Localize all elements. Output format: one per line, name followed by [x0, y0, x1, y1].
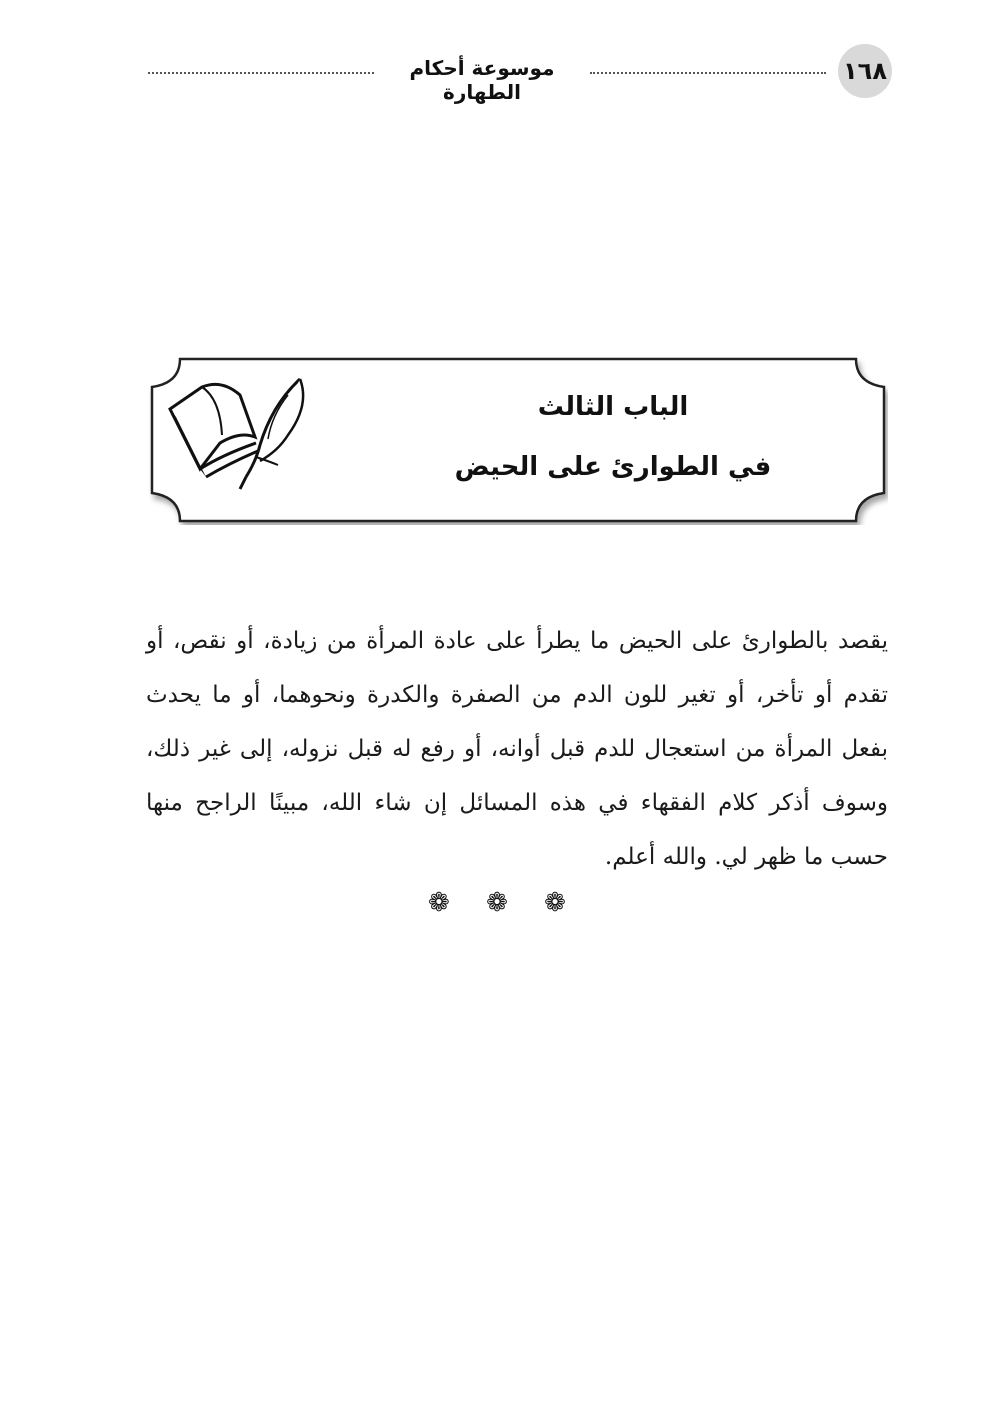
flower-ornament-icon: ❁: [428, 888, 460, 918]
header-dotted-leader-right: [590, 72, 826, 74]
body-paragraph: يقصد بالطوارئ على الحيض ما يطرأ على عادة المرأة من زيادة، أو نقص، أو تقدم أو تأخر، أو تغير للون الدم من الصفرة والكدرة ونحوهما، أو ما يحدث بفعل المرأة من استعجال للدم قبل أوانه، أو رفع له قبل نزوله، إلى غير ذلك، وسوف أذكر كلام الفقهاء في هذه المسائل إن شاء الله، مبينًا الراجح منها حسب ما ظهر لي. والله أعلم.: [146, 628, 888, 870]
section-separator: [0, 888, 1004, 918]
chapter-subtitle: في الطوارئ على الحيض: [454, 452, 772, 482]
flower-ornament-icon: ❁: [544, 888, 576, 918]
chapter-heading: [378, 387, 848, 487]
page-number: ١٦٨: [838, 44, 892, 98]
page-header: [140, 44, 892, 104]
chapter-heading-frame: [148, 357, 888, 525]
header-dotted-leader-left: [148, 72, 374, 74]
book-quill-icon: [160, 365, 310, 499]
chapter-title: الباب الثالث: [537, 392, 689, 422]
flower-ornament-icon: ❁: [486, 888, 518, 918]
running-title: موسوعة أحكام الطهارة: [409, 56, 555, 104]
